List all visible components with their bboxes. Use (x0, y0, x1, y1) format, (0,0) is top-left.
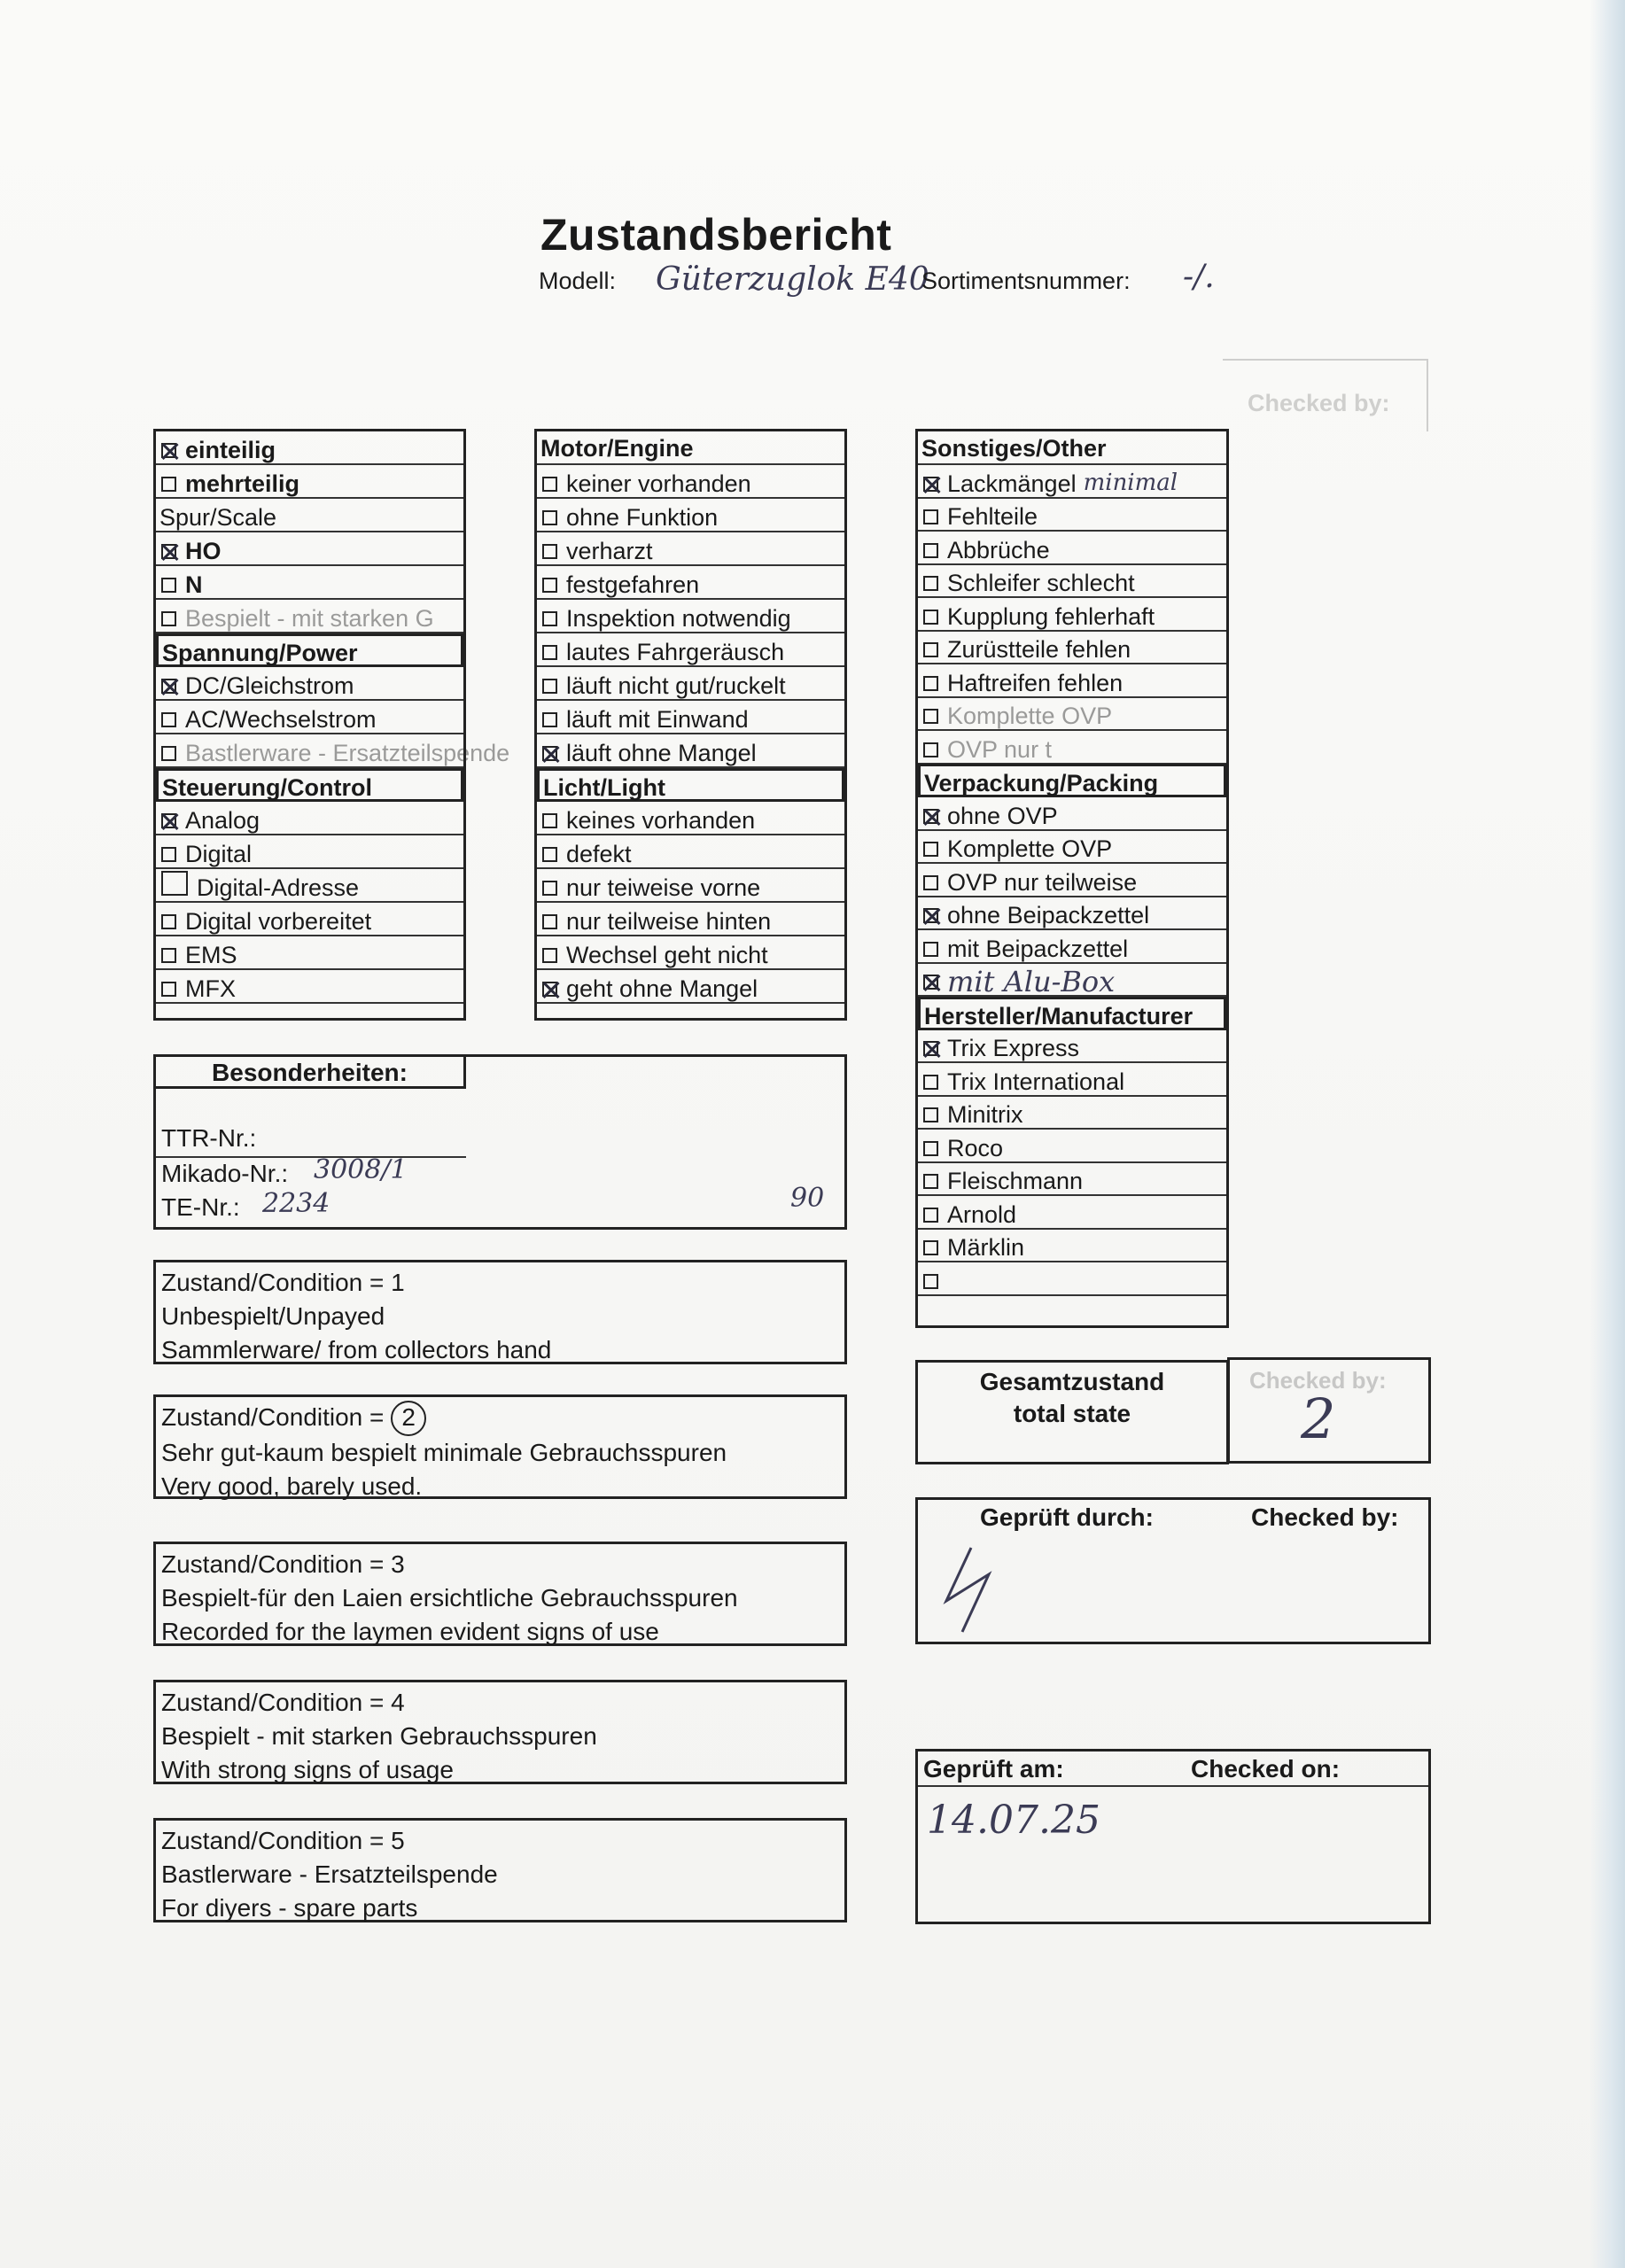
left-row-4-label: N (185, 571, 203, 598)
packing-row-1-label: Komplette OVP (947, 835, 1113, 862)
power-row-1 (156, 701, 463, 734)
packing-head (918, 764, 1226, 797)
motor-row-4 (537, 600, 844, 633)
other-row-5-label: Zurüstteile fehlen (947, 635, 1131, 663)
checkbox[interactable] (923, 676, 938, 691)
mikado-label: Mikado-Nr.: (161, 1160, 289, 1187)
checkbox-checked[interactable] (923, 908, 938, 923)
total-box (915, 1360, 1229, 1464)
control-row-2-label: Digital-Adresse (197, 874, 360, 901)
manu-row-3 (918, 1130, 1226, 1163)
checked-label-de: Geprüft durch: (980, 1503, 1154, 1531)
checkbox[interactable] (542, 544, 557, 559)
checkbox-checked[interactable] (923, 1041, 938, 1056)
motor-row-5-label: lautes Fahrgeräusch (566, 638, 785, 665)
light-row-4-label: Wechsel geht nicht (566, 941, 768, 968)
checkbox[interactable] (923, 1107, 938, 1122)
checkbox[interactable] (923, 576, 938, 591)
light-row-2 (537, 869, 844, 903)
other-row-8 (918, 731, 1226, 765)
manu-row-4-label: Fleischmann (947, 1167, 1084, 1194)
ttr-label: TTR-Nr.: (161, 1124, 257, 1152)
other-row-3-label: Schleifer schlecht (947, 569, 1135, 596)
checkbox[interactable] (923, 1141, 938, 1156)
total-faded-label: Checked by: (1249, 1367, 1387, 1394)
manu-row-0-label: Trix Express (947, 1034, 1080, 1061)
control-head-label: Steuerung/Control (162, 774, 372, 801)
manu-row-2 (918, 1096, 1226, 1130)
condition-2-de: Sehr gut-kaum bespielt minimale Gebrauchsspuren (161, 1439, 727, 1466)
motor-row-7-label: läuft mit Einwand (566, 705, 749, 733)
checked-on-box (915, 1749, 1431, 1924)
control-row-0-label: Analog (185, 806, 260, 834)
special-head: Besonderheiten: (156, 1057, 466, 1089)
control-row-5 (156, 970, 463, 1004)
light-row-1 (537, 835, 844, 869)
packing-row-2 (918, 864, 1226, 897)
scan-edge (1590, 0, 1625, 2268)
checkbox[interactable] (923, 942, 938, 957)
signature-mark (936, 1539, 1007, 1636)
checkbox[interactable] (542, 847, 557, 862)
checkbox[interactable] (542, 712, 557, 727)
page-title: Zustandsbericht (540, 210, 892, 260)
checkbox[interactable] (542, 948, 557, 963)
left-row-1 (156, 465, 463, 499)
light-row-2-label: nur teiweise vorne (566, 874, 761, 901)
light-row-0-label: keines vorhanden (566, 806, 756, 834)
packing-row-3-label: ohne Beipackzettel (947, 901, 1150, 928)
checked-on-label-en: Checked on: (1191, 1755, 1341, 1783)
manu-head-label: Hersteller/Manufacturer (924, 1002, 1193, 1029)
condition-2-en: Very good, barely used. (161, 1472, 423, 1500)
ghost-box (1223, 359, 1428, 431)
control-row-1-label: Digital (185, 840, 253, 867)
sort-label: Sortimentsnummer: (921, 268, 1131, 294)
other-row-7 (918, 697, 1226, 731)
total-label-de: Gesamtzustand (979, 1368, 1165, 1395)
condition-2-circled: 2 (391, 1401, 426, 1436)
other-row-3 (918, 564, 1226, 598)
checkbox[interactable] (161, 982, 176, 997)
manu-row-1 (918, 1063, 1226, 1097)
other-row-7-label: Komplette OVP (947, 702, 1113, 729)
other-row-4-label: Kupplung fehlerhaft (947, 602, 1155, 630)
condition-5 (153, 1818, 847, 1922)
light-row-3 (537, 903, 844, 936)
power-head-label: Spannung/Power (162, 640, 358, 666)
left-row-0 (156, 431, 463, 465)
motor-row-3 (537, 566, 844, 600)
left-column (153, 429, 510, 1021)
checkbox[interactable] (542, 578, 557, 593)
checkbox-checked[interactable] (161, 544, 176, 559)
checked-label-en: Checked by: (1251, 1503, 1399, 1531)
left-row-2 (156, 499, 463, 532)
left-row-3-label: HO (185, 537, 222, 564)
motor-head (537, 431, 844, 465)
power-row-2 (156, 734, 510, 768)
control-row-2 (156, 869, 463, 903)
checkbox-checked[interactable] (542, 982, 557, 997)
manu-head (918, 997, 1226, 1030)
motor-row-4-label: Inspektion notwendig (566, 604, 791, 632)
motor-column (534, 429, 847, 1021)
power-row-0 (156, 667, 463, 701)
manu-row-5 (918, 1196, 1226, 1230)
te-value: 2234 (262, 1188, 330, 1219)
checkbox-checked[interactable] (161, 813, 176, 828)
packing-row-5 (918, 963, 1226, 997)
condition-2 (153, 1394, 847, 1499)
light-head-label: Licht/Light (543, 774, 665, 801)
checkbox[interactable] (923, 1274, 938, 1289)
mikado-value: 3008/1 (314, 1154, 408, 1185)
left-row-2-label: Spur/Scale (159, 503, 277, 531)
checkbox-checked[interactable] (542, 746, 557, 761)
checkbox[interactable] (923, 1075, 938, 1090)
left-row-5 (156, 600, 463, 633)
condition-5-de: Bastlerware - Ersatzteilspende (161, 1860, 498, 1888)
other-row-2 (918, 532, 1226, 565)
manu-row-1-label: Trix International (947, 1068, 1125, 1095)
control-row-5-label: MFX (185, 975, 236, 1002)
checkbox-checked[interactable] (161, 679, 176, 694)
power-row-1-label: AC/Wechselstrom (185, 705, 377, 733)
other-row-5 (918, 631, 1226, 664)
condition-4-title: Zustand/Condition = 4 (161, 1689, 405, 1716)
manu-row-6 (918, 1229, 1226, 1262)
checkbox[interactable] (161, 477, 176, 492)
other-head (918, 431, 1226, 465)
manu-row-4 (918, 1162, 1226, 1196)
light-row-1-label: defekt (566, 840, 632, 867)
packing-row-0 (918, 797, 1226, 831)
packing-head-label: Verpackung/Packing (924, 770, 1159, 796)
motor-row-6-label: läuft nicht gut/ruckelt (566, 672, 786, 699)
other-row-4 (918, 598, 1226, 632)
control-head (156, 768, 463, 802)
checkbox[interactable] (161, 871, 188, 896)
total-value: 2 (1301, 1386, 1336, 1451)
control-row-4 (156, 936, 463, 970)
other-row-0-note: minimal (1083, 469, 1178, 496)
packing-row-4-label: mit Beipackzettel (947, 935, 1129, 962)
checkbox[interactable] (923, 742, 938, 757)
light-row-0 (537, 802, 844, 835)
motor-row-7 (537, 701, 844, 734)
manu-row-7 (918, 1262, 1226, 1296)
condition-3-en: Recorded for the laymen evident signs of use (161, 1618, 659, 1645)
checkbox-checked[interactable] (923, 975, 938, 990)
te-label: TE-Nr.: (161, 1193, 240, 1221)
checked-box (915, 1497, 1431, 1644)
manu-row-6-label: Märklin (947, 1233, 1025, 1261)
checkbox[interactable] (542, 645, 557, 660)
motor-row-0 (537, 465, 844, 499)
checkbox[interactable] (542, 881, 557, 896)
checkbox-checked[interactable] (161, 443, 176, 458)
model-value: Güterzuglok E40 (656, 261, 929, 298)
ghost-checked-by: Checked by: (1248, 390, 1390, 416)
condition-1-de: Unbespielt/Unpayed (161, 1302, 385, 1330)
condition-3-de: Bespielt-für den Laien ersichtliche Gebrauchsspuren (161, 1584, 738, 1612)
other-row-0-label: Lackmängel (947, 470, 1077, 497)
other-row-2-label: Abbrüche (947, 536, 1050, 563)
condition-5-title: Zustand/Condition = 5 (161, 1827, 405, 1854)
condition-1-title: Zustand/Condition = 1 (161, 1269, 405, 1296)
condition-5-en: For diyers - spare parts (161, 1894, 418, 1922)
manu-row-0 (918, 1029, 1226, 1063)
light-row-3-label: nur teilweise hinten (566, 907, 772, 935)
checkbox[interactable] (161, 847, 176, 862)
control-row-4-label: EMS (185, 941, 237, 968)
other-column (915, 429, 1229, 1328)
control-row-3-label: Digital vorbereitet (185, 907, 372, 935)
packing-row-2-label: OVP nur teilweise (947, 868, 1138, 896)
total-label-en: total state (1013, 1400, 1131, 1427)
checkbox[interactable] (542, 679, 557, 694)
checkbox-checked[interactable] (923, 477, 938, 492)
manu-row-3-label: Roco (947, 1134, 1004, 1161)
other-row-8-label: OVP nur t (947, 735, 1053, 763)
motor-row-8-label: läuft ohne Mangel (566, 739, 757, 766)
checked-on-label-de: Geprüft am: (923, 1755, 1064, 1783)
checkbox[interactable] (161, 746, 176, 761)
manu-row-5-label: Arnold (947, 1200, 1017, 1228)
ttr-line (156, 1156, 466, 1158)
special-box (153, 1054, 847, 1230)
motor-row-5 (537, 633, 844, 667)
condition-4-en: With strong signs of usage (161, 1756, 454, 1783)
control-row-1 (156, 835, 463, 869)
checkbox[interactable] (542, 611, 557, 626)
checkbox[interactable] (161, 948, 176, 963)
checked-on-value: 14.07.25 (927, 1798, 1100, 1843)
manu-row-2-label: Minitrix (947, 1100, 1023, 1128)
condition-3-title: Zustand/Condition = 3 (161, 1550, 405, 1578)
motor-head-label: Motor/Engine (540, 435, 694, 462)
motor-row-0-label: keiner vorhanden (566, 470, 751, 497)
checkbox[interactable] (542, 813, 557, 828)
left-row-4 (156, 566, 463, 600)
other-row-1 (918, 498, 1226, 532)
other-row-6-label: Haftreifen fehlen (947, 669, 1124, 696)
checkbox[interactable] (923, 543, 938, 558)
other-row-1-label: Fehlteile (947, 502, 1038, 530)
checkbox[interactable] (161, 712, 176, 727)
checkbox[interactable] (161, 611, 176, 626)
checkbox[interactable] (161, 578, 176, 593)
motor-row-1-label: ohne Funktion (566, 503, 719, 531)
checkbox[interactable] (542, 914, 557, 929)
motor-row-8 (537, 734, 844, 768)
power-row-2-label: Bastlerware - Ersatzteilspende (185, 739, 510, 766)
motor-row-1 (537, 499, 844, 532)
model-label: Modell: (539, 268, 617, 294)
checkbox[interactable] (542, 510, 557, 525)
packing-row-5-label: mit Alu-Box (947, 964, 1116, 998)
motor-row-3-label: festgefahren (566, 571, 700, 598)
motor-row-6 (537, 667, 844, 701)
packing-row-3 (918, 897, 1226, 930)
power-head (156, 633, 463, 667)
control-row-3 (156, 903, 463, 936)
left-row-1-label: mehrteilig (185, 470, 300, 497)
checkbox-checked[interactable] (923, 809, 938, 824)
left-row-0-label: einteilig (185, 436, 276, 463)
other-row-0 (918, 465, 1226, 499)
other-head-label: Sonstiges/Other (921, 435, 1107, 462)
light-row-4 (537, 936, 844, 970)
checkbox[interactable] (923, 709, 938, 724)
control-row-0 (156, 802, 463, 835)
condition-4-de: Bespielt - mit starken Gebrauchsspuren (161, 1722, 597, 1750)
packing-row-0-label: ohne OVP (947, 802, 1058, 829)
condition-2-title: Zustand/Condition = (161, 1403, 392, 1431)
checkbox[interactable] (542, 477, 557, 492)
checkbox[interactable] (923, 875, 938, 890)
checkbox[interactable] (923, 1240, 938, 1255)
checkbox[interactable] (923, 642, 938, 657)
motor-row-2 (537, 532, 844, 566)
condition-1-en: Sammlerware/ from collectors hand (161, 1336, 552, 1363)
motor-row-2-label: verharzt (566, 537, 653, 564)
packing-row-4 (918, 930, 1226, 964)
condition-4 (153, 1680, 847, 1784)
special-extra: 90 (790, 1183, 825, 1214)
left-row-3 (156, 532, 463, 566)
checkbox[interactable] (923, 610, 938, 625)
packing-row-1 (918, 830, 1226, 864)
left-row-5-label: Bespielt - mit starken G (185, 604, 434, 632)
sort-value: -/. (1183, 259, 1215, 295)
power-row-0-label: DC/Gleichstrom (185, 672, 354, 699)
checked-on-line (918, 1785, 1428, 1787)
condition-3 (153, 1542, 847, 1646)
checkbox[interactable] (161, 914, 176, 929)
total-value-box (1227, 1357, 1431, 1464)
other-row-6 (918, 664, 1226, 698)
light-head (537, 768, 844, 802)
checkbox[interactable] (923, 842, 938, 857)
condition-1 (153, 1260, 847, 1364)
light-row-5 (537, 970, 844, 1004)
checkbox[interactable] (923, 1174, 938, 1189)
checkbox[interactable] (923, 509, 938, 524)
light-row-5-label: geht ohne Mangel (566, 975, 758, 1002)
checkbox[interactable] (923, 1208, 938, 1223)
